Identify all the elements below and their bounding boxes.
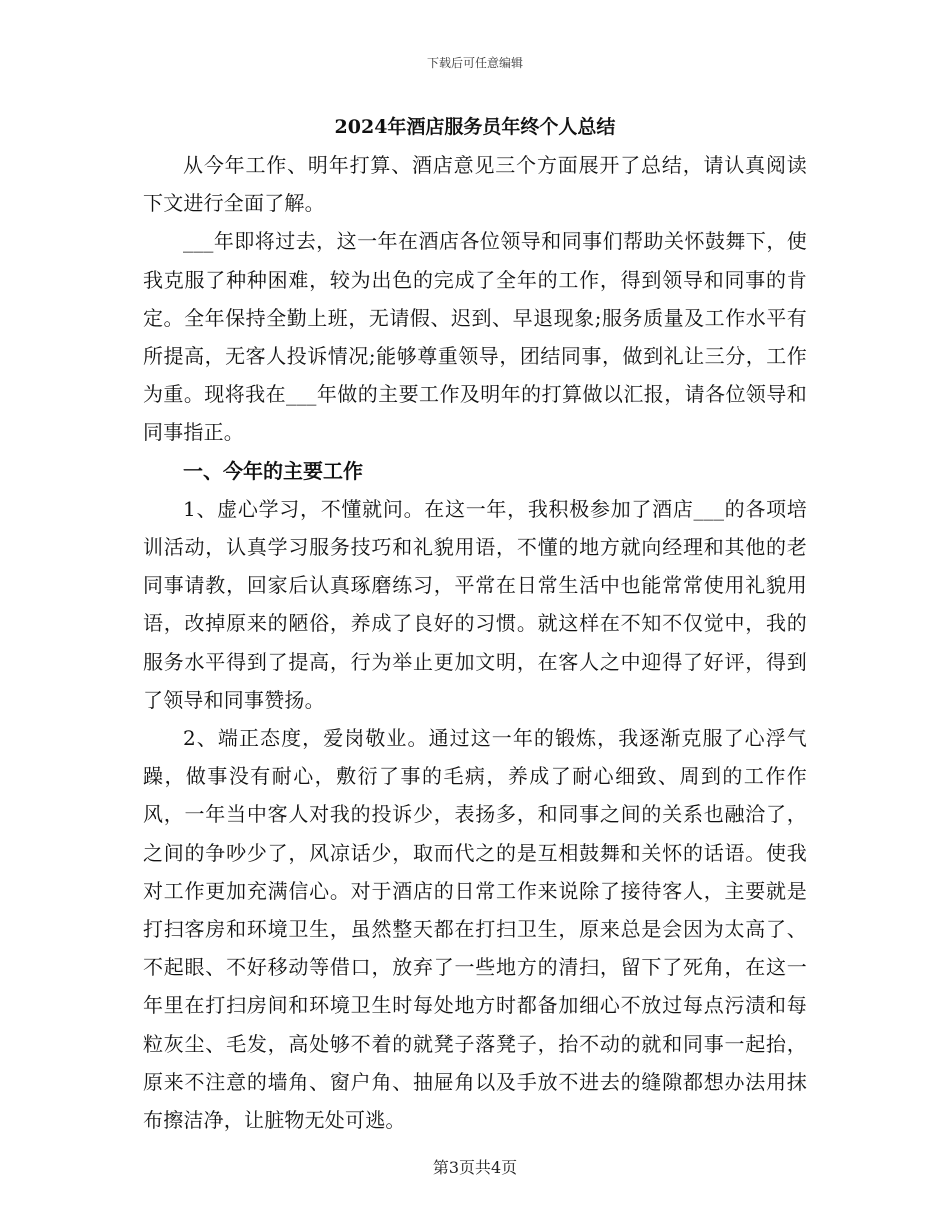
- document-body: [143, 112, 807, 1139]
- list-item-learning: 1、虚心学习，不懂就问。在这一年，我积极参加了酒店___的各项培训活动，认真学习服务技巧和礼貌用语，不懂的地方就向经理和其他的老同事请教，回家后认真琢磨练习，平常在日常生活中也能常常使用礼貌用语，改掉原来的陋俗，养成了良好的习惯。就这样在不知不仅觉中，我的服务水平得到了提高，行为举止更加文明，在客人之中迎得了好评，得到了领导和同事赞扬。: [143, 496, 807, 712]
- document-title: 2024年酒店服务员年终个人总结: [334, 116, 616, 138]
- intro-paragraph: 从今年工作、明年打算、酒店意见三个方面展开了总结，请认真阅读下文进行全面了解。: [143, 153, 807, 216]
- list-item-attitude: 2、端正态度，爱岗敬业。通过这一年的锻炼，我逐渐克服了心浮气躁，做事没有耐心，敷衍了事的毛病，养成了耐心细致、周到的工作作风，一年当中客人对我的投诉少，表扬多，和同事之间的关系也融洽了，之间的争吵少了，风凉话少，取而代之的是互相鼓舞和关怀的话语。使我对工作更加充满信心。对于酒店的日常工作来说除了接待客人，主要就是打扫客房和环境卫生，虽然整天都在打扫卫生，原来总是会因为太高了、不起眼、不好移动等借口，放弃了一些地方的清扫，留下了死角，在这一年里在打扫房间和环境卫生时每处地方时都备加细心不放过每点污渍和每粒灰尘、毛发，高处够不着的就凳子落凳子，抬不动的就和同事一起抬，原来不注意的墙角、窗户角、抽屉角以及手放不进去的缝隙都想办法用抹布擦洁净，让脏物无处可逃。: [143, 726, 807, 1133]
- header-note: 下载后可任意编辑: [426, 56, 523, 70]
- section-heading-main-work: 一、今年的主要工作: [183, 458, 363, 483]
- paragraph-year-summary: ___年即将过去，这一年在酒店各位领导和同事们帮助关怀鼓舞下，使我克服了种种困难，较为出色的完成了全年的工作，得到领导和同事的肯定。全年保持全勤上班，无请假、迟到、早退现象;服务质量及工作水平有所提高，无客人投诉情况;能够尊重领导，团结同事，做到礼让三分，工作为重。现将我在___年做的主要工作及明年的打算做以汇报，请各位领导和同事指正。: [143, 229, 807, 445]
- page-number: 第3页共4页: [432, 1158, 518, 1177]
